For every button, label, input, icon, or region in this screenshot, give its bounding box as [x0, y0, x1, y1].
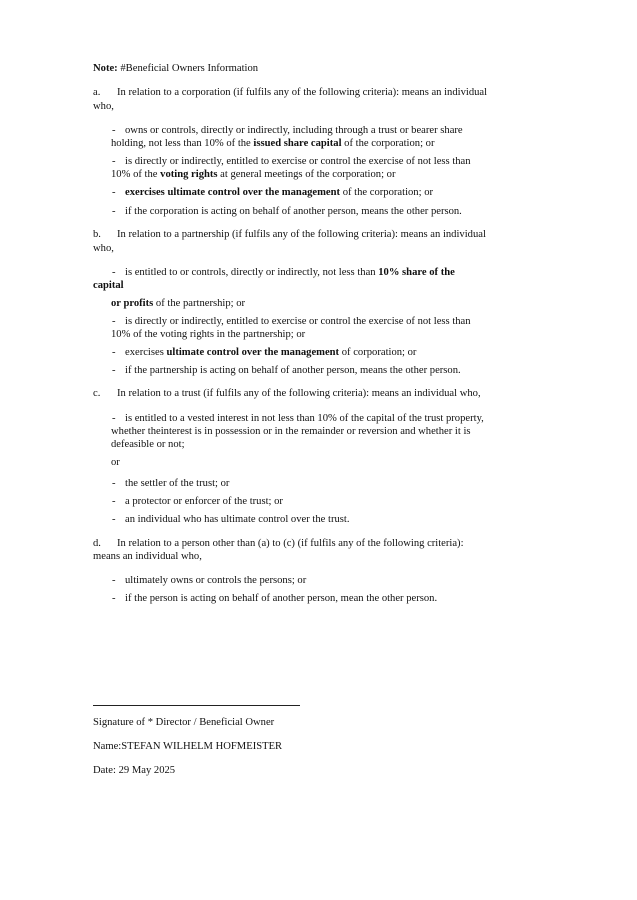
section-c-heading: In relation to a trust (if fulfils any of the following criteria): means an individual who,: [117, 388, 481, 399]
section-a-heading-line1: In relation to a corporation (if fulfils any of the following criteria): means an individual: [117, 87, 488, 98]
bullet-dash: -: [112, 206, 116, 217]
bullet-dash: -: [112, 575, 116, 586]
section-b-item3: exercises ultimate control over the management of corporation; or: [125, 347, 417, 358]
section-c-marker: c.: [93, 388, 101, 399]
signatory-name-value: STEFAN WILHELM HOFMEISTER: [121, 741, 283, 752]
section-a-item2-line1: is directly or indirectly, entitled to exercise or control the exercise of not less than: [125, 156, 471, 167]
section-b-heading-line1: In relation to a partnership (if fulfils any of the following criteria): means an individual: [117, 229, 486, 240]
section-c-or: or: [111, 457, 120, 468]
section-a-marker: a.: [93, 87, 101, 98]
section-b-item2-line2: 10% of the voting rights in the partnership; or: [111, 329, 306, 340]
section-c-item1-line1: is entitled to a vested interest in not less than 10% of the capital of the trust property,: [125, 413, 484, 424]
signature-label: Signature of * Director / Beneficial Owner: [93, 717, 275, 728]
ten-percent-share-emphasis: 10% share of the: [378, 267, 455, 278]
section-a-item3: exercises ultimate control over the management of the corporation; or: [125, 187, 434, 198]
voting-rights-emphasis: voting rights: [160, 169, 218, 180]
bullet-dash: -: [112, 478, 116, 489]
section-d-item1: ultimately owns or controls the persons; or: [125, 575, 307, 586]
section-b-item4: if the partnership is acting on behalf of another person, means the other person.: [125, 365, 461, 376]
signature-date-value: 29 May 2025: [118, 765, 176, 776]
note-heading: [93, 62, 258, 75]
section-d-heading-line2: means an individual who,: [93, 551, 202, 562]
bullet-dash: -: [112, 413, 116, 424]
section-c-item1-line3: defeasible or not;: [111, 439, 185, 450]
section-a-item1-line1: owns or controls, directly or indirectly, including through a trust or bearer share: [125, 125, 463, 136]
section-a-heading-line2: who,: [93, 101, 114, 112]
bullet-dash: -: [112, 187, 116, 198]
signatory-name: Name:STEFAN WILHELM HOFMEISTER: [93, 741, 283, 752]
bullet-dash: -: [112, 156, 116, 167]
section-a-item1-line2: holding, not less than 10% of the issued share capital of the corporation; or: [111, 138, 435, 149]
section-b-item1-line3: or profits of the partnership; or: [111, 298, 246, 309]
signature-line: [93, 705, 300, 706]
section-b-item1-line1: is entitled to or controls, directly or indirectly, not less than 10% share of the: [125, 267, 455, 278]
section-a-item4: if the corporation is acting on behalf of another person, means the other person.: [125, 206, 462, 217]
section-c-item4: an individual who has ultimate control over the trust.: [125, 514, 350, 525]
section-d-heading-line1: In relation to a person other than (a) to (c) (if fulfils any of the following criteria):: [117, 538, 464, 549]
bullet-dash: -: [112, 347, 116, 358]
bullet-dash: -: [112, 267, 116, 278]
note-label: Note:: [93, 63, 118, 74]
section-a-item2-line2: 10% of the voting rights at general meetings of the corporation; or: [111, 169, 396, 180]
signature-date: Date: 29 May 2025: [93, 765, 176, 776]
section-c-item2: the settler of the trust; or: [125, 478, 230, 489]
bullet-dash: -: [112, 514, 116, 525]
section-b-heading-line2: who,: [93, 243, 114, 254]
section-d-item2: if the person is acting on behalf of another person, mean the other person.: [125, 593, 438, 604]
issued-share-capital-emphasis: issued share capital: [253, 138, 342, 149]
bullet-dash: -: [112, 496, 116, 507]
bullet-dash: -: [112, 125, 116, 136]
bullet-dash: -: [112, 365, 116, 376]
section-d-marker: d.: [93, 538, 101, 549]
section-b-marker: b.: [93, 229, 101, 240]
bullet-dash: -: [112, 593, 116, 604]
section-c-item3: a protector or enforcer of the trust; or: [125, 496, 283, 507]
note-title: #Beneficial Owners Information: [120, 63, 259, 74]
bullet-dash: -: [112, 316, 116, 327]
section-c-item1-line2: whether theinterest is in possession or in the remainder or reversion and whether it is: [111, 426, 471, 437]
section-b-item1-line2: capital: [93, 280, 124, 291]
section-b-item2-line1: is directly or indirectly, entitled to exercise or control the exercise of not less than: [125, 316, 471, 327]
